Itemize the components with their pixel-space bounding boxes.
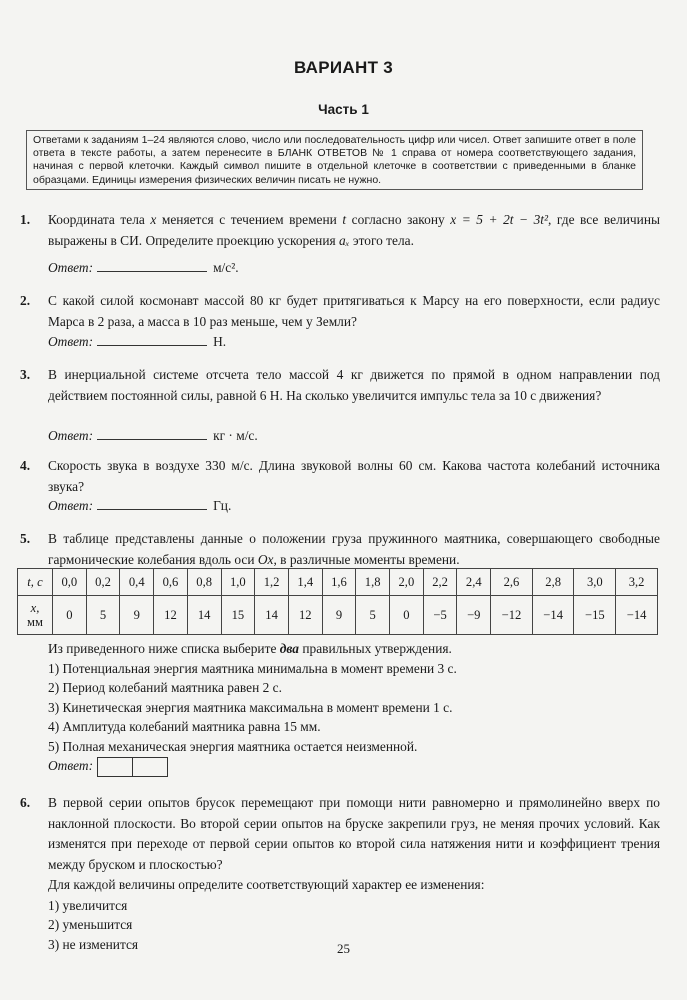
page-number: 25 [337,941,350,956]
table-cell: −15 [574,596,616,635]
option-item: 2) уменьшится [48,917,133,932]
formula: x = 5 + 2t − 3t² [450,212,549,227]
table-cell: 12 [288,596,322,635]
table-cell: 12 [154,596,188,635]
answer-unit: м/с². [213,260,239,275]
question-number: 1. [20,212,31,227]
table-cell: 14 [187,596,221,635]
question-text: Скорость звука в воздухе 330 м/с. Длина звуковой волны 60 см. Какова частота колебаний источника звука? [48,458,660,494]
question-text: В первой серии опытов брусок перемещают при помощи нити равномерно и прямолинейно вверх по наклонной плоскости. Во второй серии опытов на бруске закрепили груз, не меняя прочих условий. Как изменятся при переходе от первой серии опытов ко второй сила натяжения нити и коэффициент трения между бруском и плоскостью? [48,795,660,872]
table-cell: 1,4 [288,569,322,596]
question-2 [20,291,660,332]
question-5 [20,529,660,570]
question-3 [20,365,660,406]
table-cell: 3,2 [616,569,658,596]
table-cell: 2,2 [423,569,457,596]
option-item: 2) Период колебаний маятника равен 2 с. [48,680,282,695]
question-number: 2. [20,293,31,308]
question-text: В таблице представлены данные о положении груза пружинного маятника, совершающего свободные гармонические колебания вдоль оси Ox, в различные моменты времени. [48,531,660,567]
table-header-x: x, мм [18,596,53,635]
question-text-2: Для каждой величины определите соответствующий характер ее изменения: [48,877,485,892]
table-cell: 15 [221,596,255,635]
table-cell: 0,2 [86,569,120,596]
question-text: В инерциальной системе отсчета тело массой 4 кг движется по прямой в одном направлении под действием постоянной силы, равной 6 Н. На сколько увеличится импульс тела за 10 с движения? [48,367,660,403]
choose-instruction: Из приведенного ниже списка выберите два правильных утверждения. [48,641,452,656]
answer-unit: кг · м/с. [213,428,258,443]
table-cell: 2,8 [532,569,574,596]
answer-blank[interactable] [97,259,207,272]
table-cell: 14 [255,596,289,635]
table-cell: −5 [423,596,457,635]
option-item: 1) Потенциальная энергия маятника минимальна в момент времени 3 с. [48,660,457,676]
question-number: 3. [20,367,31,382]
table-cell: 1,0 [221,569,255,596]
table-cell: 2,6 [491,569,533,596]
table-cell: 3,0 [574,569,616,596]
answer-line-5: Ответ: [48,757,167,777]
table-cell: −14 [532,596,574,635]
option-item: 3) Кинетическая энергия маятника максимальна в момент времени 1 с. [48,699,453,715]
table-cell: 9 [120,596,154,635]
answer-cell[interactable] [132,757,168,777]
question-number: 5. [20,531,31,546]
answer-line-1: Ответ: м/с². [48,260,239,275]
answer-unit: Н. [213,334,227,349]
part-title: Часть 1 [318,102,369,117]
table-cell: 9 [322,596,356,635]
option-item: 4) Амплитуда колебаний маятника равна 15 мм. [48,719,321,734]
option-item: 3) не изменится [48,936,139,952]
table-cell: 0 [390,596,424,635]
table-cell: 5 [86,596,120,635]
answer-blank[interactable] [97,497,207,510]
answer-line-2: Ответ: Н. [48,334,227,349]
variant-title: ВАРИАНТ 3 [293,58,394,77]
question-number: 6. [20,795,31,810]
answer-blank[interactable] [97,333,207,346]
table-header-t: t, с [18,569,53,596]
question-number: 4. [20,458,31,473]
table-cell: 0,4 [120,569,154,596]
table-cell: 1,2 [255,569,289,596]
table-cell: −9 [457,596,491,635]
answer-blank[interactable] [97,427,207,440]
table-cell: 2,0 [390,569,424,596]
option-item: 1) увеличится [48,897,128,913]
table-cell: 0,0 [53,569,87,596]
question-6 [20,793,660,954]
table-cell: −12 [491,596,533,635]
table-cell: 5 [356,596,390,635]
question-text: С какой силой космонавт массой 80 кг будет притягиваться к Марсу на его поверхности, если радиус Марса в 2 раза, а масса в 10 раз меньше, чем у Земли? [48,293,660,329]
answer-unit: Гц. [213,498,232,513]
table-cell: 0,6 [154,569,188,596]
pendulum-table [17,568,658,635]
answer-cell[interactable] [97,757,133,777]
question-5-options [48,639,648,756]
table-cell: 1,6 [322,569,356,596]
instructions-box: Ответами к заданиям 1–24 являются слово, число или последовательность цифр или чисел. Ответ запишите ответ в поле ответа в тексте работы, а затем перенесите в БЛАНК ОТВЕТОВ № 1 справа от номера соответствующего задания, начиная с первой клеточки. Каждый символ пишите в отдельной клеточке в соответствии с приведенными в бланке образцами. Единицы измерения физических величин писать не нужно. [26,130,643,190]
answer-line-4: Ответ: Гц. [48,498,232,513]
table-cell: 0 [53,596,87,635]
question-text: Координата тела x меняется с течением времени t согласно закону x = 5 + 2t − 3t², где все величины выражены в СИ. Определите проекцию ускорения aₓ этого тела. [48,212,660,248]
table-cell: 2,4 [457,569,491,596]
table-cell: 0,8 [187,569,221,596]
table-cell: −14 [616,596,658,635]
question-1 [20,210,660,251]
answer-line-3: Ответ: кг · м/с. [48,428,258,443]
table-cell: 1,8 [356,569,390,596]
question-4 [20,456,660,497]
option-item: 5) Полная механическая энергия маятника остается неизменной. [48,738,418,754]
